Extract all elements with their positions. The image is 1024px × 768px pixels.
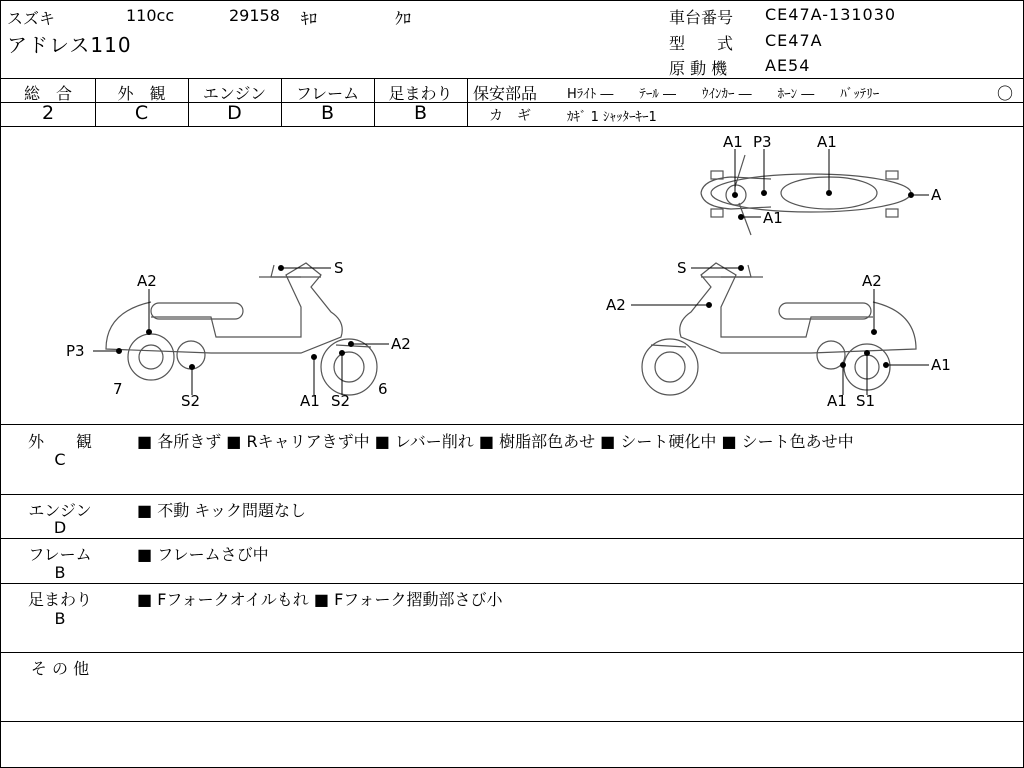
divider	[467, 78, 468, 126]
section-engine-title: エンジン	[28, 501, 92, 520]
mileage-unit: ｷﾛ	[301, 9, 318, 28]
section-suspension-grade: B	[54, 609, 66, 628]
type-value: CE47A	[765, 31, 823, 50]
diagram-label: S	[334, 259, 344, 277]
section-exterior-title: 外 観	[27, 432, 92, 451]
section-exterior-text: ■ 各所きず ■ Rキャリアきず中 ■ レバー削れ ■ 樹脂部色あせ ■ シート硬化中 ■ シート色あせ中	[137, 432, 854, 451]
section-engine-text: ■ 不動 キック問題なし	[137, 501, 306, 520]
safety-items: Hﾗｲﾄ ― ﾃｰﾙ ― ｳｲﾝｶｰ ― ﾎｰﾝ ― ﾊﾞｯﾃﾘｰ	[567, 87, 880, 102]
grade-exterior-value: C	[134, 102, 149, 124]
diagram-label: S2	[181, 392, 201, 410]
key-value: ｶｷﾞ 1 ｼｬｯﾀｰｷｰ1	[567, 110, 657, 125]
grade-frame-label: フレーム	[295, 84, 360, 103]
diagram-label: A1	[931, 356, 951, 374]
maker: スズキ	[7, 9, 56, 28]
grade-suspension-label: 足まわり	[388, 84, 453, 103]
divider	[1, 583, 1023, 584]
diagram-label: A2	[862, 272, 882, 290]
section-frame-grade: B	[54, 563, 66, 582]
color-value: ｸﾛ	[395, 9, 412, 28]
diagram-label: 7	[113, 380, 123, 398]
model-name: アドレス110	[7, 33, 132, 57]
grade-engine-label: エンジン	[202, 84, 267, 103]
diagram-label: S2	[331, 392, 351, 410]
diagram-label: A1	[817, 133, 837, 151]
diagram-label: A1	[723, 133, 743, 151]
engine-value: AE54	[765, 56, 811, 75]
engine-label: 原 動 機	[669, 59, 728, 78]
section-suspension-title: 足まわり	[27, 590, 92, 609]
chassis-value: CE47A-131030	[765, 5, 897, 24]
divider	[1, 78, 1023, 79]
diagram-label: 6	[378, 380, 388, 398]
key-label: カ ギ	[489, 108, 531, 124]
chassis-label: 車台番号	[669, 8, 734, 27]
grade-frame-value: B	[320, 102, 335, 124]
grade-engine-value: D	[227, 102, 242, 124]
grade-suspension-value: B	[413, 102, 428, 124]
diagram-label: A	[931, 186, 942, 204]
diagram-label: A2	[137, 272, 157, 290]
diagram-label: P3	[66, 342, 85, 360]
diagram-label: A1	[827, 392, 847, 410]
type-label: 型 式	[669, 34, 734, 53]
diagram-label: A2	[606, 296, 626, 314]
diagram-label: A2	[391, 335, 411, 353]
divider	[1, 494, 1023, 495]
section-exterior-grade: C	[54, 450, 66, 469]
battery-mark: 〇	[997, 84, 1014, 103]
damage-diagram	[1, 127, 1023, 424]
section-frame-text: ■ フレームさび中	[137, 545, 269, 564]
divider	[1, 721, 1023, 722]
divider	[1, 538, 1023, 539]
diagram-label: A1	[300, 392, 320, 410]
diagram-label: P3	[753, 133, 772, 151]
divider	[1, 424, 1023, 425]
section-frame-title: フレーム	[28, 545, 92, 564]
safety-title: 保安部品	[473, 84, 538, 103]
section-other-title: そ の 他	[30, 659, 90, 678]
grade-overall-label: 総 合	[23, 84, 72, 103]
diagram-label: S1	[856, 392, 876, 410]
displacement: 110cc	[126, 6, 175, 25]
divider	[1, 652, 1023, 653]
section-engine-grade: D	[53, 518, 67, 537]
diagram-label: A1	[763, 209, 783, 227]
diagram-label: S	[677, 259, 687, 277]
section-suspension-text: ■ Fフォークオイルもれ ■ Fフォーク摺動部さび小	[137, 590, 503, 609]
mileage-value: 29158	[229, 6, 280, 25]
grade-exterior-label: 外 観	[117, 84, 166, 103]
grade-overall-value: 2	[41, 102, 55, 124]
